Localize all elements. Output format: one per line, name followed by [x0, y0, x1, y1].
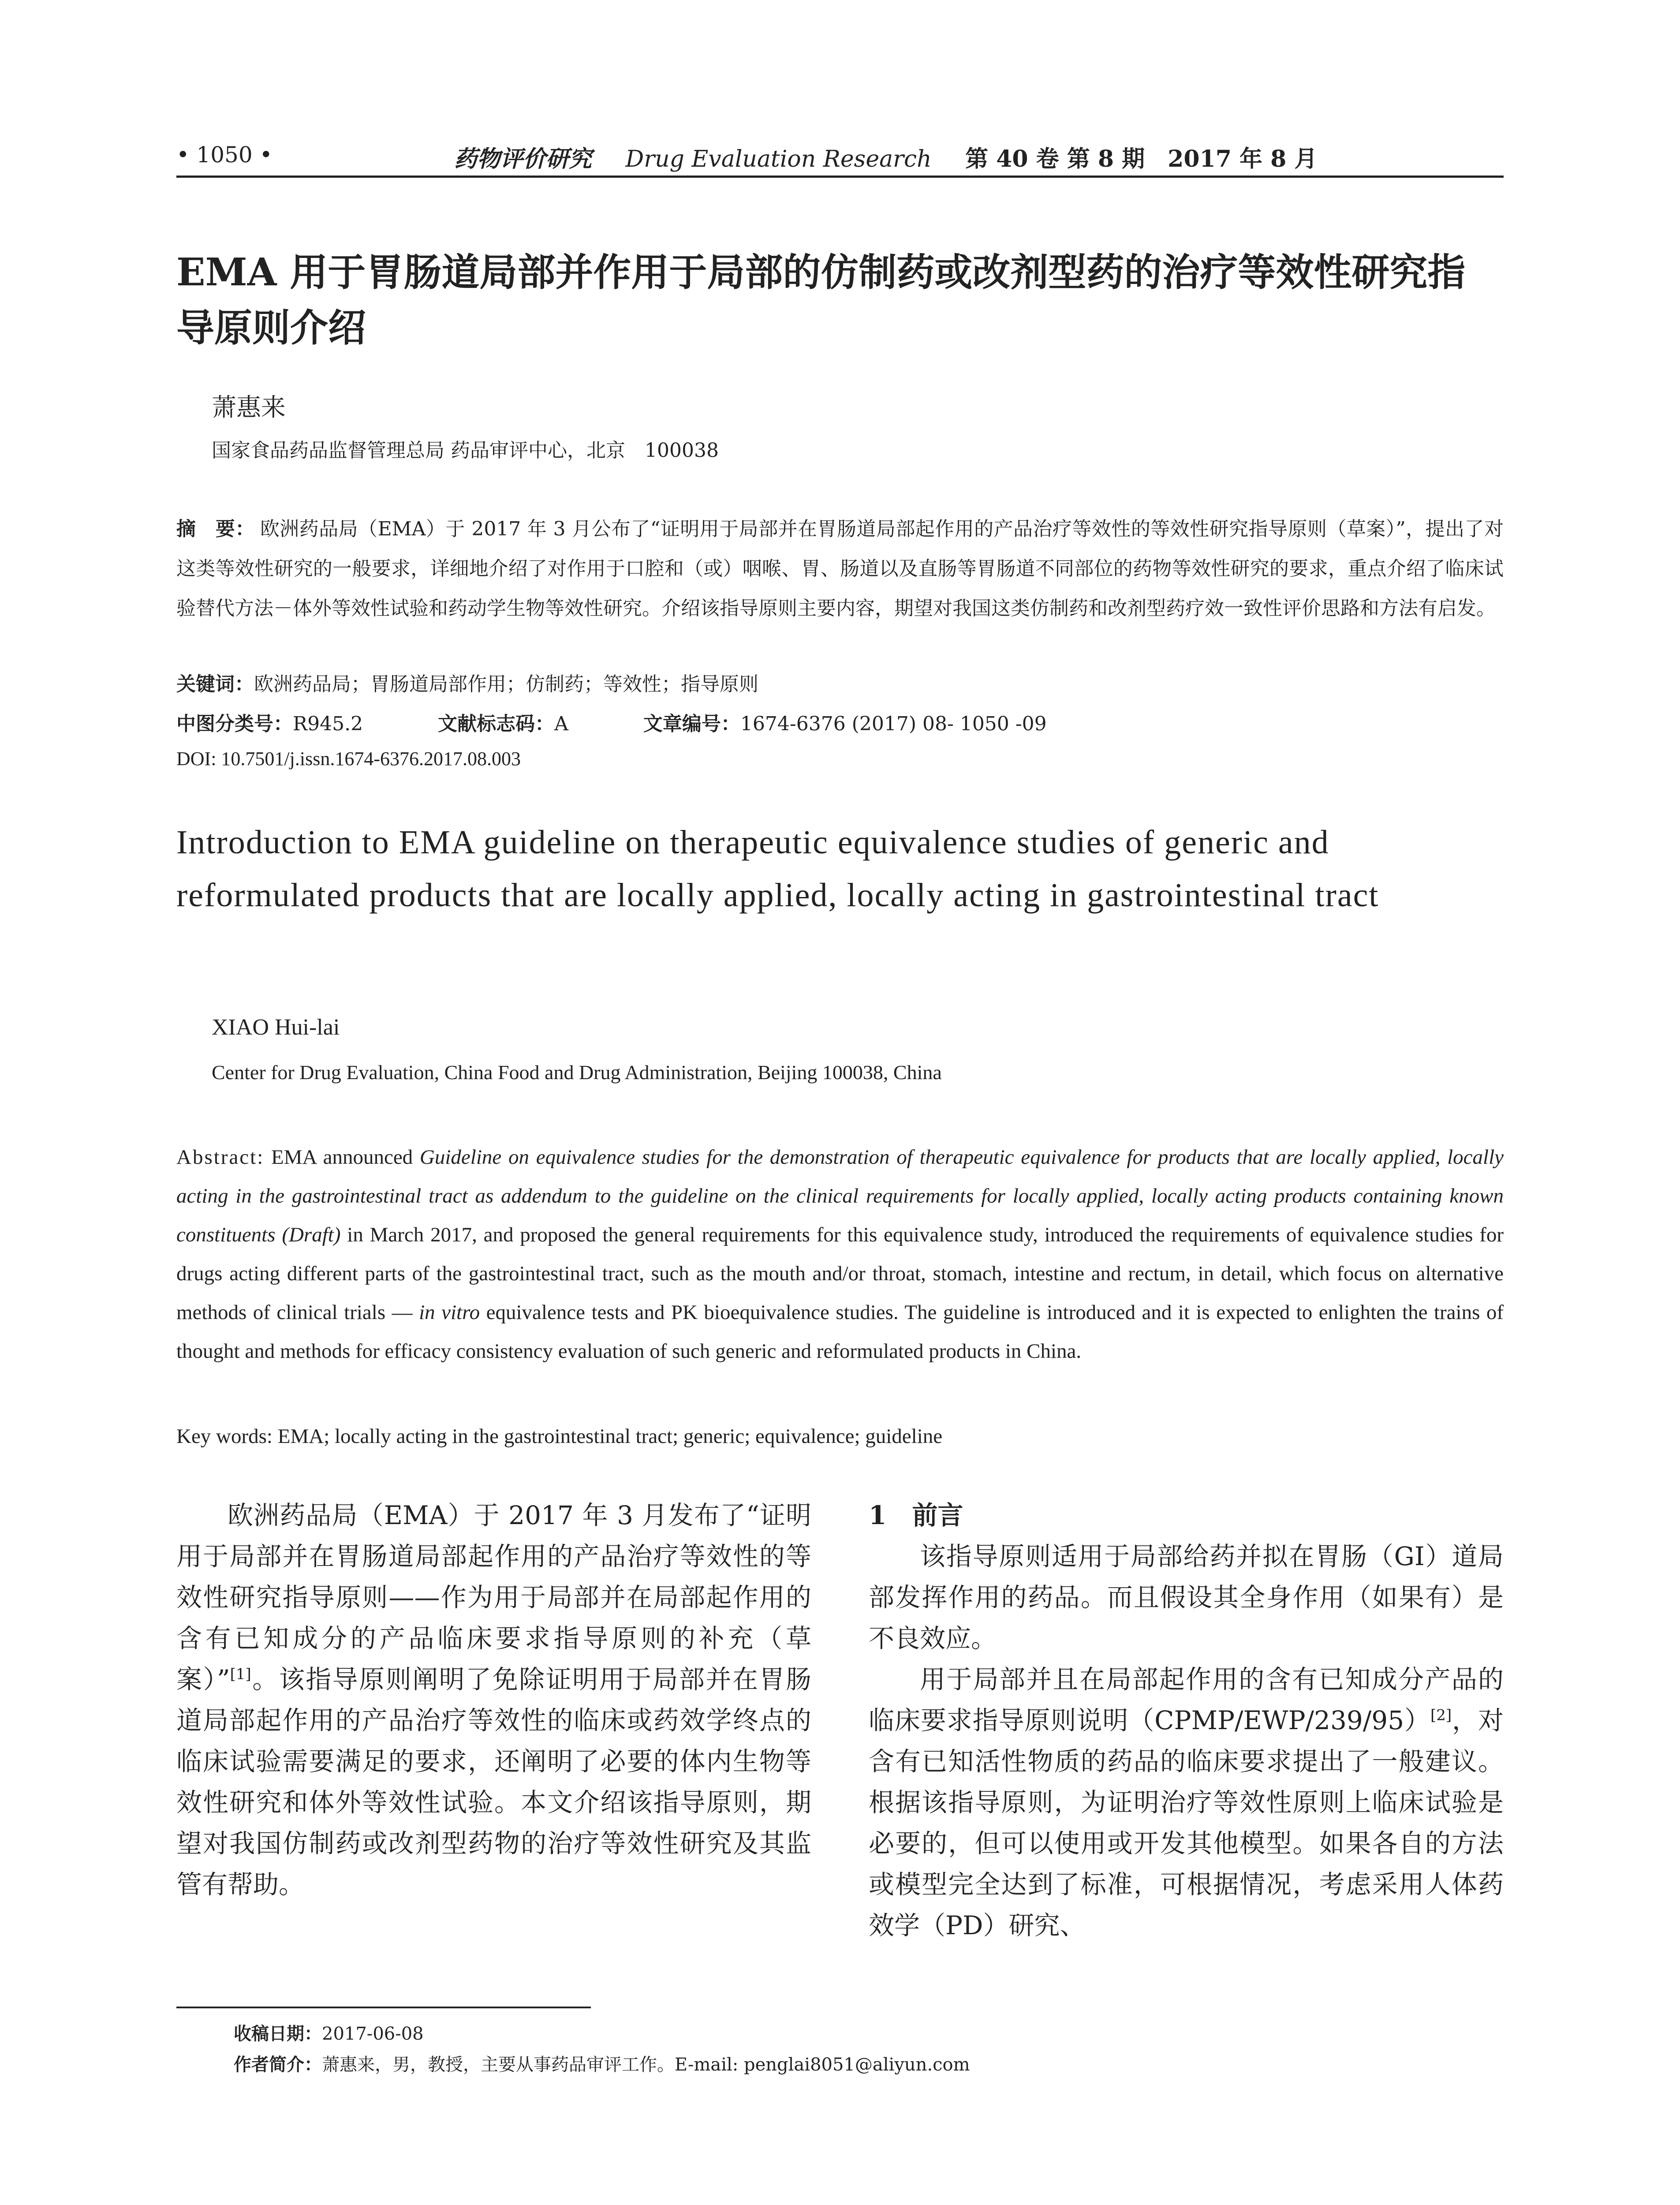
page-number: • 1050 • [176, 142, 273, 168]
title-cn: EMA 用于胃肠道局部并作用于局部的仿制药或改剂型药的治疗等效性研究指导原则介绍 [176, 250, 1466, 350]
citation-2[interactable]: [2] [1430, 1706, 1452, 1724]
keywords-cn-text: 欧洲药品局；胃肠道局部作用；仿制药；等效性；指导原则 [254, 673, 758, 695]
body-column-left [176, 1495, 811, 1905]
abstract-cn [176, 509, 1504, 628]
footnote-rule [176, 2007, 591, 2008]
author-info: 萧惠来，男，教授，主要从事药品审评工作。E-mail: penglai8051@aliyun.com [322, 2055, 970, 2075]
section-paragraph-2 [869, 1659, 1504, 1946]
affiliation-en: Center for Drug Evaluation, China Food and Drug Administration, Beijing 100038, China [212, 1061, 942, 1084]
abstract-en-guideline-title: Guideline on equivalence studies for the demonstration of therapeutic equivalence for products that are locally applied, locally acting in the gastrointestinal tract as addendum to the guideline on the clinical requirements for locally applied, locally acting products containing known constituents (Draft) [176, 1146, 1504, 1246]
citation-1[interactable]: [1] [230, 1665, 251, 1683]
keywords-cn-label: 关键词： [176, 673, 254, 695]
journal-name-en: Drug Evaluation Research [625, 146, 932, 172]
body-column-right [869, 1495, 1504, 1946]
doc-code-value: A [554, 713, 568, 735]
journal-name-cn: 药物评价研究 [454, 146, 592, 172]
abstract-cn-text: 欧洲药品局（EMA）于 2017 年 3 月公布了“证明用于局部并在胃肠道局部起作用的产品治疗等效性的等效性研究指导原则（草案）”，提出了对这类等效性研究的一般要求，详细地介绍了对作用于口腔和（或）咽喉、胃、肠道以及直肠等胃肠道不同部位的药物等效性研究的要求，重点介绍了临床试验替代方法－体外等效性试验和药动学生物等效性研究。介绍该指导原则主要内容，期望对我国这类仿制药和改剂型药疗效一致性评价思路和方法有启发。 [176, 518, 1504, 620]
section-heading: 1 前言 [869, 1500, 963, 1530]
author-info-label: 作者简介： [234, 2054, 322, 2075]
article-no-label: 文章编号： [643, 713, 740, 735]
abstract-cn-label: 摘 要： [176, 518, 255, 540]
abstract-en-text-2: in March 2017, and proposed the general requirements for this equivalence study, introduced the requirements of equivalence studies for drugs acting different parts of the gastrointestinal tract, such as the mouth and/or throat, stomach, intestine and rectum, in detail, which focus on alternative methods of clinical trials — [176, 1223, 1504, 1324]
clc-label: 中图分类号： [176, 713, 293, 735]
received-date: 2017-06-08 [322, 2024, 424, 2044]
doi-link[interactable]: DOI: 10.7501/j.issn.1674-6376.2017.08.003 [176, 748, 521, 770]
keywords-cn [176, 668, 758, 696]
intro-paragraph [176, 1495, 811, 1905]
keywords-en-text: EMA; locally acting in the gastrointestinal tract; generic; equivalence; guideline [277, 1425, 943, 1448]
intro-text-b: 。该指导原则阐明了免除证明用于局部并在胃肠道局部起作用的产品治疗等效性的临床或药效学终点的临床试验需要满足的要求，还阐明了必要的体内生物等效性研究和体外等效性试验。本文介绍该指导原则，期望对我国仿制药或改剂型药物的治疗等效性研究及其监管有帮助。 [176, 1664, 811, 1899]
footnote-received [234, 2020, 424, 2045]
doc-code-label: 文献标志码： [438, 713, 555, 735]
header-rule [176, 176, 1504, 178]
author-en: XIAO Hui-lai [212, 1015, 340, 1040]
keywords-en [176, 1424, 942, 1448]
classification-line [176, 708, 1047, 736]
issue-info: 第 40 卷 第 8 期 2017 年 8 月 [965, 146, 1318, 172]
author-cn: 萧惠来 [212, 393, 286, 422]
intro-text-a: 欧洲药品局（EMA）于 2017 年 3 月发布了“证明用于局部并在胃肠道局部起作用的产品治疗等效性的等效性研究指导原则——作为用于局部并在局部起作用的含有已知成分的产品临床要求指导原则的补充（草案）” [176, 1500, 811, 1694]
footnote-author [234, 2051, 970, 2076]
title-en: Introduction to EMA guideline on therapeutic equivalence studies of generic and reformulated products that are locally applied, locally acting in gastrointestinal tract [176, 824, 1379, 914]
abstract-en-text-3: equivalence tests and PK bioequivalence studies. The guideline is introduced and it is expected to enlighten the trains of thought and methods for efficacy consistency evaluation of such generic and reformulated products in China. [176, 1301, 1504, 1363]
abstract-en-in-vitro: in vitro [419, 1301, 480, 1324]
keywords-en-label: Key words: [176, 1425, 273, 1448]
article-no-value: 1674-6376 (2017) 08- 1050 -09 [740, 713, 1047, 735]
section-text-b: ，对含有已知活性物质的药品的临床要求提出了一般建议。根据该指导原则，为证明治疗等效性原则上临床试验是必要的，但可以使用或开发其他模型。如果各自的方法或模型完全达到了标准，可根据情况，考虑采用人体药效学（PD）研究、 [869, 1705, 1504, 1940]
received-label: 收稿日期： [234, 2023, 322, 2044]
running-header [176, 140, 1504, 176]
abstract-en [176, 1138, 1504, 1371]
clc-value: R945.2 [293, 713, 363, 735]
abstract-en-label: Abstract: [176, 1146, 265, 1169]
section-text-a: 用于局部并且在局部起作用的含有已知成分产品的临床要求指导原则说明（CPMP/EWP/239/95） [869, 1664, 1504, 1735]
journal-banner [454, 140, 1317, 173]
affiliation-cn: 国家食品药品监督管理总局 药品审评中心，北京 100038 [212, 439, 719, 462]
section-paragraph-1: 该指导原则适用于局部给药并拟在胃肠（GI）道局部发挥作用的药品。而且假设其全身作用（如果有）是不良效应。 [869, 1541, 1504, 1653]
abstract-en-text-1: EMA announced [271, 1146, 420, 1169]
